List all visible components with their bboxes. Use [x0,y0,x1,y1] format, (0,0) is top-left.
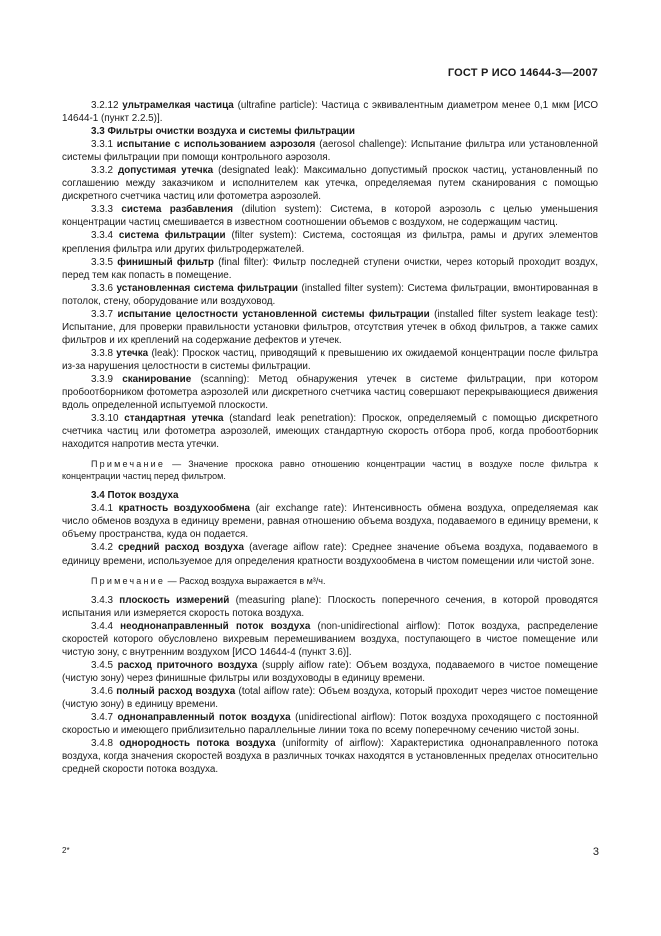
term-name: система разбавления [121,204,234,216]
note-text: — Расход воздуха выражается в м³/ч. [165,575,326,586]
term-name: средний расход воздуха [118,542,244,554]
term-number: 3.3.9 [91,373,113,385]
term-number: 3.3.1 [91,139,113,151]
term-number: 3.3.5 [91,256,113,268]
section-heading-3-4: 3.4 Поток воздуха [91,490,179,502]
term-name: система фильтрации [118,230,226,242]
term-number: 3.4.1 [91,503,113,515]
term-name: испытание с использованием аэрозоля [116,139,316,151]
term-definition: (total aiflow rate): Объем воздуха, который проходит через чистое помещение (чистую зону) в единицу времени. [62,685,598,710]
term-definition: (final filter): Фильтр последней ступени очистки, через который проходит воздух, перед тем как попасть в помещение. [62,256,598,281]
term-3-3-7 [62,308,598,347]
term-number: 3.3.2 [91,165,113,177]
document-header: ГОСТ Р ИСО 14644-3—2007 [447,67,598,79]
term-name: кратность воздухообмена [118,503,251,515]
term-name: испытание целостности установленной системы фильтрации [117,308,430,320]
term-number: 3.3.3 [91,204,113,216]
term-number: 3.4.2 [91,542,113,554]
term-3-2-12 [62,99,598,125]
term-number: 3.2.12 [91,100,119,111]
term-definition: (average aiflow rate): Среднее значение объема воздуха, подаваемого в единицу времени, используемое для определения кратности воздухообмена в чистом помещении или чистой зоне. [62,542,598,567]
term-definition: (measuring plane): Плоскость поперечного сечения, в которой проводятся испытания или измеряется скорость потока воздуха. [62,594,598,619]
note-label: Примечание [91,575,166,586]
term-name: расход приточного воздуха [117,659,258,671]
term-3-3-2 [62,164,598,203]
term-3-4-2 [62,541,598,567]
term-3-4-1 [62,502,598,541]
term-3-4-8 [62,737,598,776]
note-proscok [62,458,598,482]
term-number: 3.4.3 [91,594,113,606]
term-name: финишный фильтр [117,256,214,268]
term-definition: (non-unidirectional airflow): Поток воздуха, распределение скоростей которого обусловлено вихревым перемешиванием воздуха, поступающего в чистое помещение или чистую зону, с внутренним воздухом [ИСО 14644-4 (пункт 3.6)]. [62,620,599,658]
note-text: — Значение проскока равно отношению концентрации частиц в воздухе после фильтра к концентрации частиц перед фильтром. [62,459,598,482]
term-name: плоскость измерений [119,594,230,606]
term-3-3-10 [62,412,598,451]
term-name: сканирование [122,373,192,385]
term-3-3-4 [62,229,598,255]
section-heading-3-3: 3.3 Фильтры очистки воздуха и системы фильтрации [91,126,355,138]
term-number: 3.3.7 [91,308,113,320]
term-definition: (dilution system): Система, в которой аэрозоль с целью уменьшения концентрации частиц смешивается в известном соотношении объемов с воздухом, не содержащим частиц. [62,204,599,229]
term-number: 3.3.10 [91,413,119,425]
term-3-4-5 [62,659,598,685]
term-definition: (ultrafine particle): Частица с эквивалентным диаметром менее 0,1 мкм [ИСО 14644-1 (пункт 2.2.5)]. [62,100,599,125]
term-number: 3.3.8 [91,347,113,359]
term-3-4-4 [62,620,598,659]
page-number: 3 [592,846,599,858]
document-body [62,99,598,776]
term-3-4-7 [62,711,598,737]
note-label: Примечание [91,459,166,470]
note-rashod [62,575,598,587]
term-name: допустимая утечка [117,165,214,177]
term-definition: (uniformity of airflow): Характеристика однонаправленного потока воздуха, когда значения скоростей воздуха в различных точках находятся в установленных пределах относительно средней скорости потока воздуха. [62,738,598,776]
term-definition: (installed filter system): Система фильтрации, вмонтированная в потолок, стену, оборудование или воздуховод. [62,282,598,307]
term-name: однородность потока воздуха [119,738,276,750]
term-number: 3.4.4 [91,620,113,632]
term-3-3-1 [62,138,598,164]
term-name: ультрамелкая частица [122,100,234,111]
term-name: неоднонаправленный поток воздуха [120,620,311,632]
term-3-3-5 [62,256,598,282]
term-number: 3.3.4 [91,230,113,242]
term-number: 3.3.6 [91,282,113,294]
term-definition: (unidirectional airflow): Поток воздуха проходящего с постоянной скоростью и имеющего приблизительно параллельные линии тока по всему поперечному сечению чистой зоны. [62,711,599,737]
footnote-mark: 2* [62,846,70,855]
term-definition: (leak): Проскок частиц, приводящий к превышению их ожидаемой концентрации после фильтра из-за нарушения целостности в системы фильтрации. [62,347,598,372]
term-definition: (filter system): Система, состоящая из фильтра, рамы и других элементов крепления фильтра или других фильтродержателей. [62,230,598,255]
term-definition: (air exchange rate): Интенсивность обмена воздуха, определяемая как число обменов воздуха в единицу времени, равная отношению объема воздуха, подаваемого в единицу времени, к объему пространства, куда он подается. [62,503,598,541]
term-name: установленная система фильтрации [116,282,298,294]
term-3-4-3 [62,594,598,620]
term-3-3-8 [62,347,598,373]
term-definition: (installed filter system leakage test): Испытание, для проверки правильности установки фильтров, отсутствия утечек в обход фильтров, а также самих фильтров и их креплений на содержание дефектов и утечек. [62,308,598,346]
term-name: полный расход воздуха [116,685,236,697]
term-3-3-6 [62,282,598,308]
term-definition: (aerosol challenge): Испытание фильтра или установленной системы фильтрации при помощи контрольного аэрозоля. [62,139,599,164]
term-definition: (scanning): Метод обнаружения утечек в системе фильтрации, при котором пробоотборником фотометра аэрозолей или дискретного счетчика частиц совершают перекрывающиеся движения вдоль определенной испытуемой плоскости. [62,373,598,412]
term-name: однонаправленный поток воздуха [117,711,291,723]
term-number: 3.4.6 [91,685,113,697]
term-definition: (supply aiflow rate): Объем воздуха, подаваемого в чистое помещение (чистую зону) через финишные фильтры или воздуховоды в единицу времени. [62,659,598,684]
term-3-4-6 [62,685,598,711]
term-name: стандартная утечка [124,413,224,425]
term-name: утечка [116,347,149,359]
term-number: 3.4.7 [91,711,113,723]
term-definition: (standard leak penetration): Проскок, определяемый с помощью дискретного счетчика частиц или фотометра аэрозолей, имеющих стандартную скорость отбора проб, когда пробоотборник находится напротив места утечки. [62,413,598,451]
term-number: 3.4.8 [91,738,113,750]
term-definition: (designated leak): Максимально допустимый проскок частиц, установленный по соглашению между заказчиком и исполнителем как утечка, определяемая путем сканирования с помощью дискретного счетчика частиц или фотометра аэрозолей. [62,165,598,203]
term-3-3-3 [62,203,598,229]
term-3-3-9 [62,373,598,412]
term-number: 3.4.5 [91,659,113,671]
